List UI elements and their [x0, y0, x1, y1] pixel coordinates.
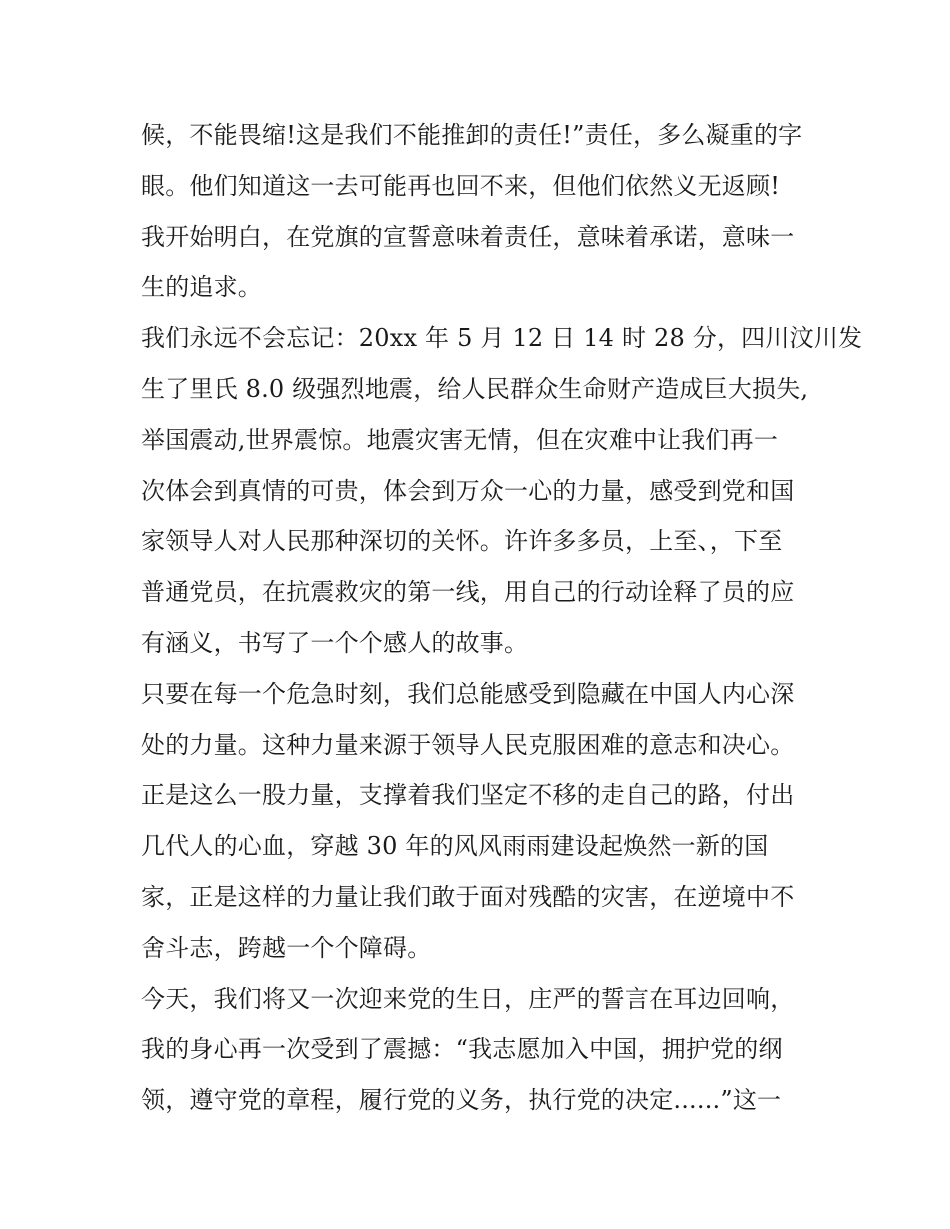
text-line: 家领导人对人民那种深切的关怀。许许多多员，上至、，下至	[141, 527, 783, 556]
text-line: 有涵义，书写了一个个感人的故事。	[141, 628, 529, 657]
text-line: 候，不能畏缩!这是我们不能推卸的责任!”责任，多么凝重的字	[141, 121, 803, 149]
text-line: 我们永远不会忘记：20xx 年 5 月 12 日 14 时 28 分，四川汶川发	[141, 324, 863, 353]
text-line: 今天，我们将又一次迎来党的生日，庄严的誓言在耳边回响，	[141, 984, 795, 1013]
text-line: 只要在每一个危急时刻，我们总能感受到隐藏在中国人内心深	[141, 679, 795, 708]
text-line: 处的力量。这种力量来源于领导人民克服困难的意志和决心。	[141, 730, 795, 759]
text-line: 普通党员，在抗震救灾的第一线，用自己的行动诠释了员的应	[141, 578, 795, 607]
text-line: 举国震动,世界震惊。地震灾害无情，但在灾难中让我们再一	[141, 425, 779, 454]
text-line: 我开始明白，在党旗的宣誓意味着责任，意味着承诺，意味一	[141, 222, 795, 251]
text-line: 领，遵守党的章程，履行党的义务，执行党的决定......”这一	[141, 1086, 782, 1115]
text-line: 生的追求。	[141, 273, 262, 302]
text-line: 次体会到真情的可贵，体会到万众一心的力量，感受到党和国	[141, 476, 795, 505]
text-line: 生了里氏 8.0 级强烈地震，给人民群众生命财产造成巨大损失,	[141, 374, 809, 403]
text-line: 舍斗志，跨越一个个障碍。	[141, 933, 432, 962]
text-line: 几代人的心血，穿越 30 年的风风雨雨建设起焕然一新的国	[141, 832, 769, 861]
text-line: 我的身心再一次受到了震撼：“我志愿加入中国，拥护党的纲	[141, 1035, 783, 1064]
text-line: 家，正是这样的力量让我们敢于面对残酷的灾害，在逆境中不	[141, 882, 795, 911]
text-line: 眼。他们知道这一去可能再也回不来，但他们依然义无返顾!	[141, 171, 781, 200]
document-body	[141, 110, 863, 1126]
text-line: 正是这么一股力量，支撑着我们坚定不移的走自己的路，付出	[141, 781, 795, 810]
